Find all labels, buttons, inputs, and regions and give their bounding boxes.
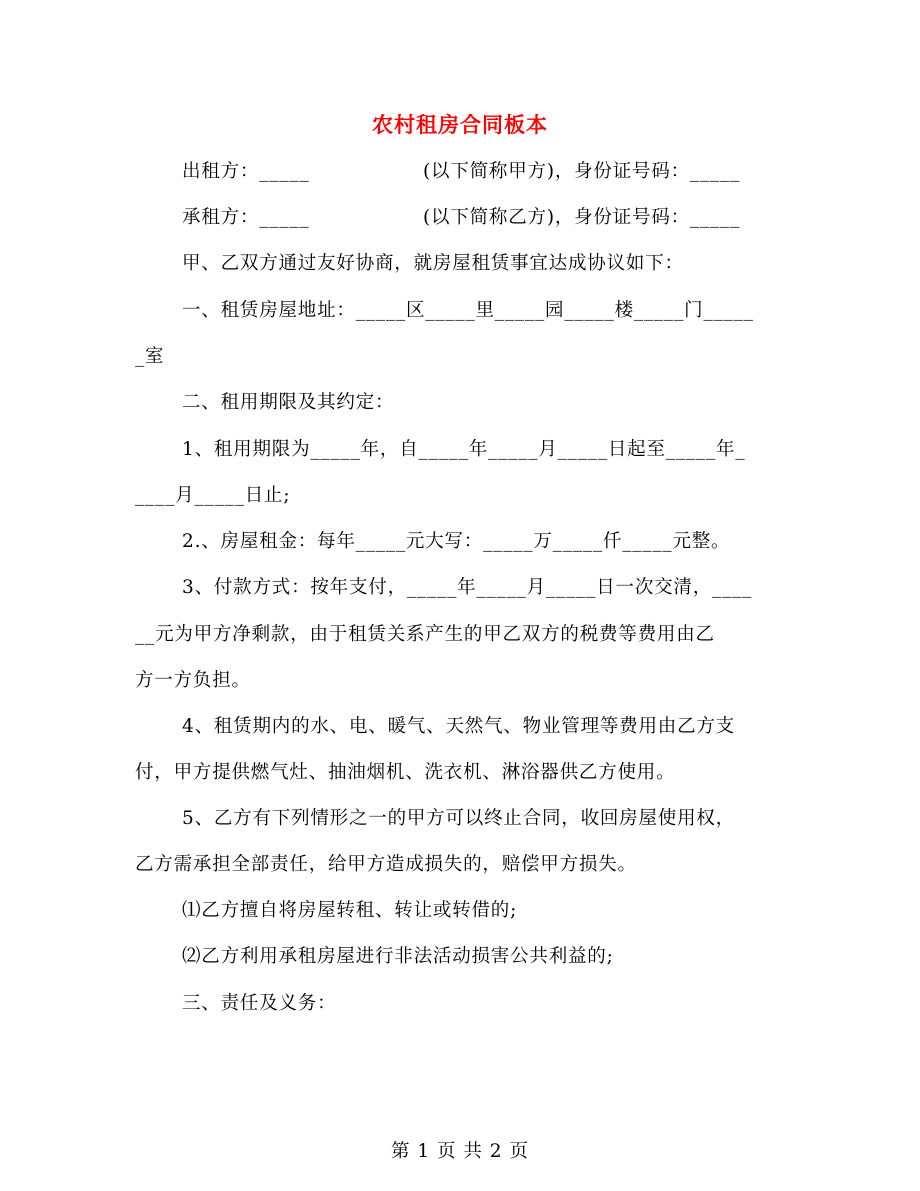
- termination-case-1: ⑴乙方擅自将房屋转租、转让或转借的;: [182, 900, 518, 921]
- lessor-id-label: (以下简称甲方)，身份证号码：_____: [423, 161, 741, 182]
- term-item-5-termination-cont: 乙方需承担全部责任，给甲方造成损失的，赔偿甲方损失。: [135, 854, 637, 875]
- term-item-3-payment-cont: __元为甲方净剩款，由于租赁关系产生的甲乙双方的税费等费用由乙: [135, 624, 715, 645]
- termination-case-2: ⑵乙方利用承租房屋进行非法活动损害公共利益的;: [182, 946, 614, 967]
- lessee-line: [182, 203, 741, 233]
- page-footer: 第 1 页 共 2 页: [391, 1141, 529, 1162]
- lessee-id-label: (以下简称乙方)，身份证号码：_____: [423, 207, 741, 228]
- lessee-label: 承租方：_____: [182, 207, 310, 228]
- term-item-3-payment: 3、付款方式：按年支付，_____年_____月_____日一次交清，____: [182, 577, 753, 598]
- document-title: 农村租房合同板本: [372, 112, 548, 137]
- clause-2-heading: 二、租用期限及其约定：: [182, 392, 395, 413]
- clause-1-address-cont: _室: [135, 346, 165, 367]
- term-item-1: 1、租用期限为_____年，自_____年_____月_____日起至_____年_: [182, 439, 746, 460]
- lessor-line: [182, 157, 741, 187]
- term-item-5-termination: 5、乙方有下列情形之一的甲方可以终止合同，收回房屋使用权，: [182, 808, 735, 829]
- term-item-3-payment-cont-2: 方一方负担。: [135, 670, 251, 691]
- term-item-4-utilities-cont: 付，甲方提供燃气灶、抽油烟机、洗衣机、淋浴器供乙方使用。: [135, 762, 676, 783]
- clause-3-heading: 三、责任及义务：: [182, 993, 337, 1014]
- term-item-4-utilities: 4、租赁期内的水、电、暖气、天然气、物业管理等费用由乙方支: [182, 716, 735, 737]
- term-item-2-rent: 2.、房屋租金：每年_____元大写：_____万_____仟_____元整。: [182, 531, 731, 552]
- clause-1-address: 一、租赁房屋地址：_____区_____里_____园_____楼_____门_____: [182, 300, 754, 321]
- term-item-1-cont: ____月_____日止;: [135, 485, 291, 506]
- lessor-label: 出租方：_____: [182, 161, 310, 182]
- agreement-intro: 甲、乙双方通过友好协商，就房屋租赁事宜达成协议如下：: [182, 253, 684, 274]
